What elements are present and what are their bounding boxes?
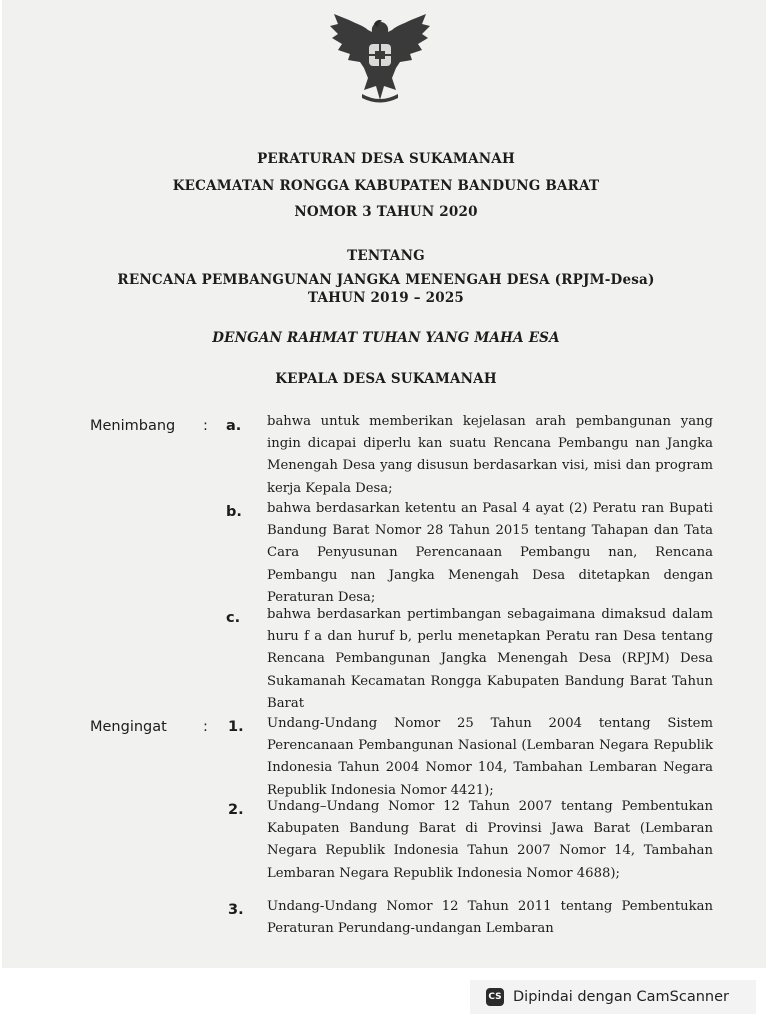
garuda-emblem-icon bbox=[324, 8, 436, 104]
camscanner-watermark bbox=[470, 980, 756, 1014]
menimbang-marker-b: b. bbox=[226, 504, 242, 520]
camscanner-logo-icon: CS bbox=[486, 988, 504, 1006]
menimbang-label: Menimbang bbox=[90, 418, 176, 434]
mengingat-item-2: Undang–Undang Nomor 12 Tahun 2007 tentang Pembentukan Kabupaten Bandung Barat di Provinsi Jawa Barat (Lembaran Negara Republik Indonesia Tahun 2007 Nomor 14, Tambahan Lembaran Negara Republik Indonesia Nomor 4688); bbox=[267, 799, 713, 881]
regulation-number: NOMOR 3 TAHUN 2020 bbox=[294, 204, 478, 220]
mengingat-colon: : bbox=[203, 719, 208, 735]
about-period: TAHUN 2019 – 2025 bbox=[307, 290, 465, 306]
menimbang-marker-a: a. bbox=[226, 418, 242, 434]
mengingat-marker-1: 1. bbox=[228, 719, 244, 735]
menimbang-colon: : bbox=[203, 418, 208, 434]
mengingat-marker-2: 2. bbox=[228, 802, 244, 818]
official-title: KEPALA DESA SUKAMANAH bbox=[275, 371, 497, 387]
mengingat-marker-3: 3. bbox=[228, 902, 244, 918]
mengingat-item-3: Undang-Undang Nomor 12 Tahun 2011 tentang Pembentukan Peraturan Perundang-undangan Lembaran bbox=[267, 899, 713, 937]
menimbang-item-a: bahwa untuk memberikan kejelasan arah pembangunan yang ingin dicapai diperlu kan suatu Rencana Pembangu nan Jangka Menengah Desa yang disusun berdasarkan visi, misi dan program kerja Kepala Desa; bbox=[267, 414, 713, 496]
invocation: DENGAN RAHMAT TUHAN YANG MAHA ESA bbox=[212, 330, 560, 346]
camscanner-caption: Dipindai dengan CamScanner bbox=[513, 989, 730, 1005]
about-title: RENCANA PEMBANGUNAN JANGKA MENENGAH DESA (RPJM-Desa) bbox=[117, 272, 655, 288]
mengingat-label: Mengingat bbox=[90, 719, 167, 735]
about-label: TENTANG bbox=[347, 248, 425, 264]
regulation-title-line-2: KECAMATAN RONGGA KABUPATEN BANDUNG BARAT bbox=[172, 178, 600, 194]
menimbang-item-c: bahwa berdasarkan pertimbangan sebagaimana dimaksud dalam huru f a dan huruf b, perlu menetapkan Peratu ran Desa tentang Rencana Pembangunan Jangka Menengah Desa (RPJM) Desa Sukamanah Kecamatan Rongga Kabupaten Bandung Barat Tahun Barat bbox=[267, 607, 713, 711]
menimbang-item-b: bahwa berdasarkan ketentu an Pasal 4 ayat (2) Peratu ran Bupati Bandung Barat Nomor 28 Tahun 2015 tentang Tahapan dan Tata Cara Penyusunan Perencanaan Pembangu nan, Rencana Pembangu nan Jangka Menengah Desa ditetapkan dengan Peraturan Desa; bbox=[267, 501, 713, 605]
mengingat-item-1: Undang-Undang Nomor 25 Tahun 2004 tentang Sistem Perencanaan Pembangunan Nasional (Lembaran Negara Republik Indonesia Tahun 2004 Nomor 104, Tambahan Lembaran Negara Republik Indonesia Nomor 4421); bbox=[267, 716, 713, 798]
menimbang-marker-c: c. bbox=[226, 610, 241, 626]
scanned-page bbox=[2, 0, 766, 968]
regulation-title-line-1: PERATURAN DESA SUKAMANAH bbox=[257, 151, 515, 167]
